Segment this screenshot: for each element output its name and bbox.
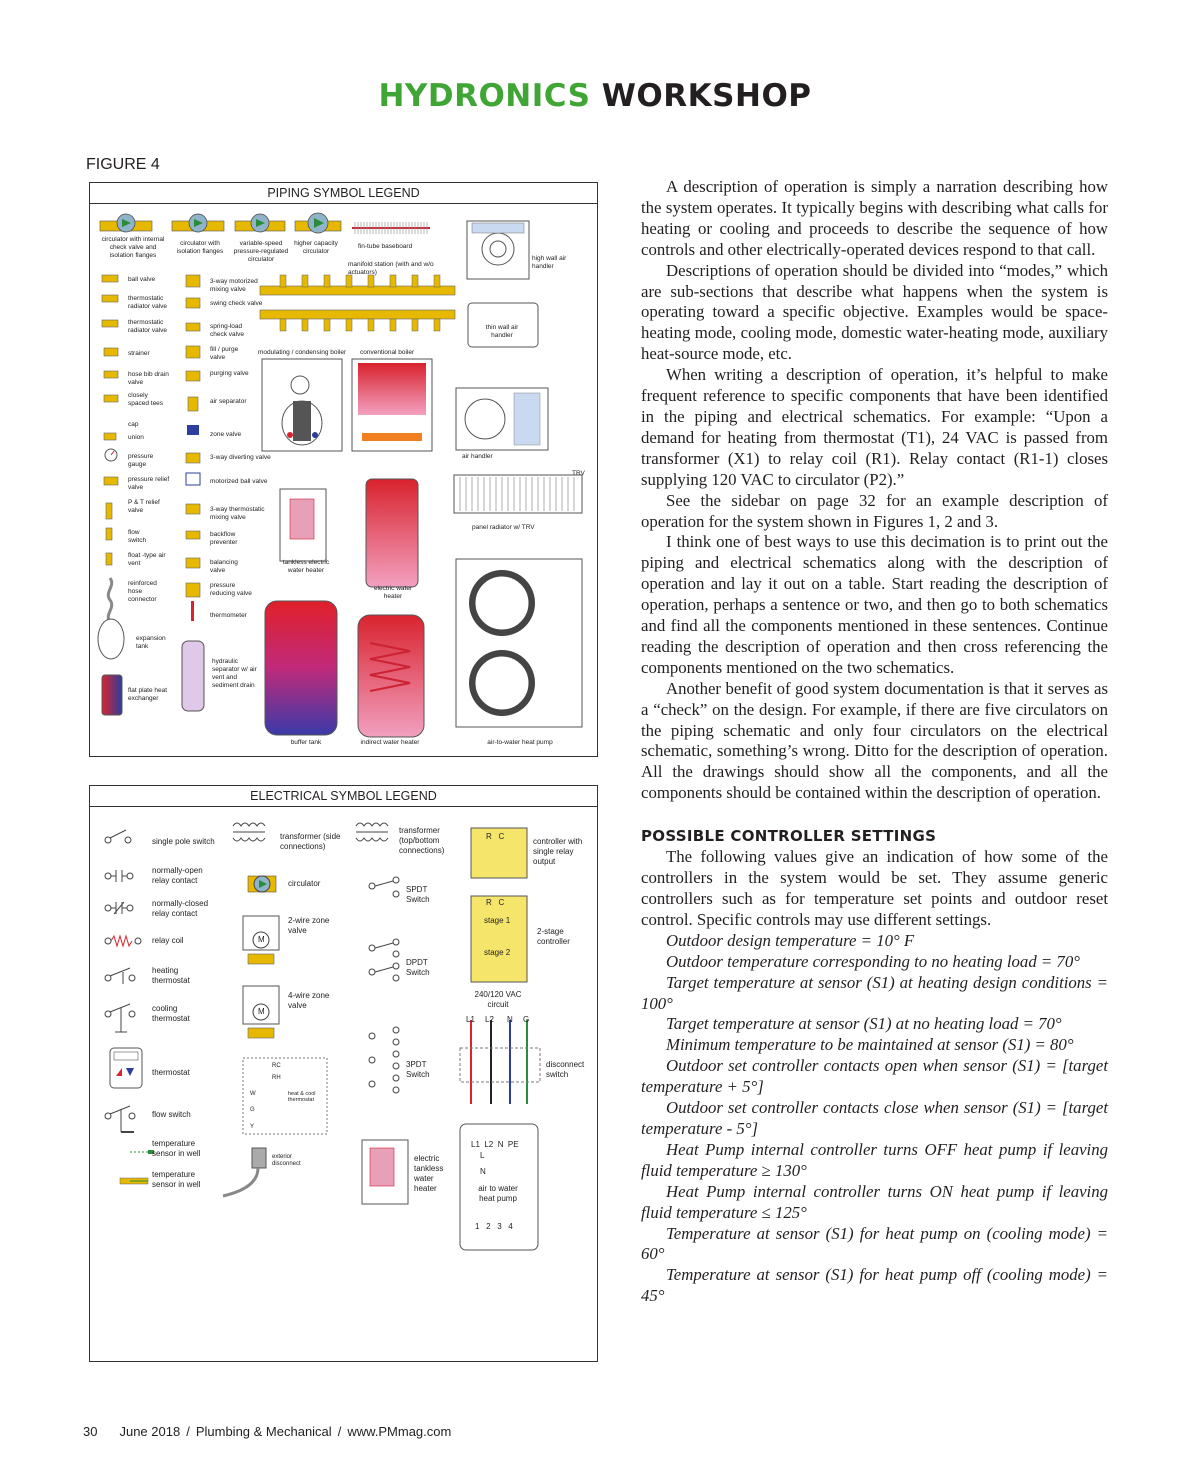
flow-switch-icon xyxy=(105,1106,135,1132)
electrical-label: DPDT Switch xyxy=(406,958,430,977)
paragraph: Another benefit of good system documentation is that it serves as a “check” on the design. For example, if there are five circulators on the piping schematic and only four circulators on the electrical schematic, something’s wrong. Ditto for the description of operation. All the drawings should show all the components, and all the components should be contained within the description of operation. xyxy=(641,678,1108,803)
electrical-label: exterior disconnect xyxy=(272,1154,301,1167)
section-header xyxy=(0,78,1190,114)
article-column xyxy=(641,177,1108,1307)
temperature-sensor-icon xyxy=(130,1150,154,1154)
motorized-ball-valve-icon xyxy=(186,473,200,485)
tstat-Y: Y xyxy=(250,1124,255,1130)
pressure-gauge-icon xyxy=(105,449,117,461)
paragraph: See the sidebar on page 32 for an example description of operation for the system shown in Figures 1, 2 and 3. xyxy=(641,490,1108,531)
electrical-label: temperature sensor in well xyxy=(152,1170,201,1189)
setting-line: Outdoor set controller contacts open when sensor (S1) = [target temperature + 5°] xyxy=(641,1056,1108,1097)
indirect-water-heater-icon xyxy=(358,615,424,737)
relay-coil-icon xyxy=(105,936,141,946)
footer-separator: / xyxy=(337,1424,342,1439)
piping-label: flow switch xyxy=(128,529,147,544)
circulator-icon xyxy=(172,214,224,232)
electrical-label: disconnect switch xyxy=(546,1060,585,1079)
piping-label: reinforced hose connector xyxy=(128,580,157,603)
normally-open-contact-icon xyxy=(105,870,133,882)
conventional-boiler-icon xyxy=(352,359,432,451)
circulator-icon xyxy=(100,214,152,232)
electrical-label: controller with single relay output xyxy=(533,837,583,866)
hp-L: L xyxy=(480,1151,485,1160)
setting-line: Target temperature at sensor (S1) at no heating load = 70° xyxy=(666,1014,1062,1034)
power-circuit-icon xyxy=(471,1020,527,1104)
thermostat-icon xyxy=(110,1048,142,1088)
high-wall-air-handler-icon xyxy=(467,221,529,279)
piping-symbol-legend xyxy=(89,182,598,757)
piping-label: fill / purge valve xyxy=(210,346,239,361)
piping-label: circulator with internal check valve and isolation flanges xyxy=(101,236,165,259)
transformer-side-icon xyxy=(233,823,265,841)
cooling-thermostat-icon xyxy=(105,1004,135,1032)
exterior-disconnect-icon xyxy=(223,1148,266,1196)
paragraph: I think one of best ways to use this decimation is to print out the piping and electrical schematics along with the description of operation and lay it out on a table. Start reading the description of operation, perhaps a sentence or two, and then go to both schematics and find all the components mentioned in these sentences. Continue reading the description of operation and then cross referencing the components mentioned on the two schematics. xyxy=(641,532,1108,677)
modulating-boiler-icon xyxy=(262,359,342,451)
air-to-water-heat-pump-icon xyxy=(456,559,582,727)
hp-top-terminals: L1 L2 N PE xyxy=(471,1140,519,1149)
setting-line: Temperature at sensor (S1) for heat pump on (cooling mode) = 60° xyxy=(641,1223,1108,1264)
stage-2-label: stage 2 xyxy=(484,948,511,957)
fin-tube-baseboard-icon xyxy=(352,222,430,234)
setting-line: Heat Pump internal controller turns OFF heat pump if leaving fluid temperature ≥ 130° xyxy=(641,1139,1108,1180)
piping-label: cap xyxy=(128,421,139,428)
electrical-label: 2-stage controller xyxy=(537,927,570,946)
reinforced-hose-icon xyxy=(108,578,111,622)
piping-label: strainer xyxy=(128,350,150,357)
piping-label: backflow preventer xyxy=(210,531,238,546)
piping-label: conventional boiler xyxy=(360,349,415,356)
circuit-G: G xyxy=(523,1015,530,1024)
piping-label: buffer tank xyxy=(290,739,322,746)
page-number: 30 xyxy=(83,1424,98,1439)
issue-date: June 2018 xyxy=(119,1424,181,1439)
circulator-icon xyxy=(248,876,276,892)
tankless-heater-icon xyxy=(280,489,326,561)
electrical-label: electric tankless water heater xyxy=(414,1154,444,1193)
electrical-label: thermostat xyxy=(152,1068,190,1077)
paragraph: Descriptions of operation should be divided into “modes,” which are sub-sections that describe what happens when the system is operating toward a specific objective. Examples would be space-heating mode, cooling mode, domestic water-heating mode, auxiliary heat-source mode, etc. xyxy=(641,260,1108,364)
piping-label: circulator with isolation flanges xyxy=(176,240,224,255)
piping-label: air handler xyxy=(462,453,493,460)
setting-line: Temperature at sensor (S1) for heat pump off (cooling mode) = 45° xyxy=(641,1265,1108,1306)
hp-bottom-terminals: 1 2 3 4 xyxy=(475,1222,513,1231)
piping-label: thin wall air handler xyxy=(485,324,519,339)
dpdt-switch-icon xyxy=(369,939,399,981)
piping-label: P & T relief valve xyxy=(128,499,160,514)
piping-label: panel radiator w/ TRV xyxy=(472,524,535,531)
piping-label: spring-load check valve xyxy=(210,323,244,338)
electrical-label: relay coil xyxy=(152,936,184,945)
piping-label: zone valve xyxy=(210,431,242,438)
piping-label: union xyxy=(128,434,144,441)
piping-label: closely spaced tees xyxy=(128,392,164,407)
piping-label: flat plate heat exchanger xyxy=(128,687,168,702)
piping-label: purging valve xyxy=(210,370,249,377)
buffer-tank-icon xyxy=(265,601,337,735)
motor-M: M xyxy=(258,935,265,944)
tstat-G: G xyxy=(250,1107,255,1113)
header-word-hydronics: HYDRONICS xyxy=(378,78,591,114)
electrical-label: normally-open relay contact xyxy=(152,866,203,885)
hydraulic-separator-icon xyxy=(182,641,204,711)
electrical-label: circulator xyxy=(288,879,321,888)
piping-label: 3-way motorized mixing valve xyxy=(210,278,258,293)
electrical-label: heat & cool thermostat xyxy=(288,1091,316,1103)
setting-line: Minimum temperature to be maintained at sensor (S1) = 80° xyxy=(666,1035,1074,1055)
piping-label: air-to-water heat pump xyxy=(487,739,553,746)
page-footer xyxy=(83,1424,457,1439)
expansion-tank-icon xyxy=(98,619,124,659)
piping-label: indirect water heater xyxy=(360,739,420,746)
paragraph: When writing a description of operation, it’s helpful to make frequent reference to specific components that have been identified in the piping and electrical schematics. For example: “Upon a demand for heating from thermostat (T1), 24 VAC is passed from transformer (X1) to relay coil (R1). Relay contact (R1-1) closes supplying 120 VAC to circulator (P2).” xyxy=(641,365,1108,489)
piping-label: swing check valve xyxy=(210,300,263,307)
piping-label: tankless electric water heater xyxy=(282,559,330,574)
piping-label: pressure gauge xyxy=(128,453,154,468)
electrical-label: 240/120 VAC circuit xyxy=(474,990,522,1009)
hp-N: N xyxy=(480,1167,486,1176)
electrical-label: 2-wire zone valve xyxy=(288,916,330,935)
controller-terminals: R C xyxy=(486,832,505,841)
circuit-L2: L2 xyxy=(485,1015,494,1024)
paragraph: A description of operation is simply a narration describing how the system operates. It typically begins with describing what calls for heating or cooling and proceeds to describe the sequence of how controls and other electrically-operated devices respond to that call. xyxy=(641,177,1108,259)
panel-radiator-icon xyxy=(454,475,582,513)
setting-line: Outdoor set controller contacts close when sensor (S1) = [target temperature - 5°] xyxy=(641,1098,1108,1138)
piping-legend-title: PIPING SYMBOL LEGEND xyxy=(90,183,597,204)
piping-label: electric water heater xyxy=(373,585,413,600)
figure-label: FIGURE 4 xyxy=(86,156,160,173)
piping-label: pressure reducing valve xyxy=(210,582,252,597)
temperature-sensor-icon xyxy=(120,1178,148,1184)
piping-label: hydraulic separator w/ air vent and sediment drain xyxy=(212,658,257,689)
circuit-L1: L1 xyxy=(466,1015,475,1024)
two-stage-controller-icon xyxy=(471,896,527,982)
piping-label: expansion tank xyxy=(136,635,166,650)
electrical-label: SPDT Switch xyxy=(406,885,430,904)
electrical-symbol-legend xyxy=(89,785,598,1362)
piping-label: variable-speed pressure-regulated circulator xyxy=(233,240,289,263)
single-pole-switch-icon xyxy=(105,830,131,843)
paragraph: The following values give an indication of how some of the controllers in the system would be set. They assume generic controllers such as for temperature set points and outdoor reset control. Specific controls may use different settings. xyxy=(641,847,1108,929)
piping-illustrations xyxy=(90,183,597,756)
air-handler-icon xyxy=(456,388,548,450)
electric-water-heater-icon xyxy=(366,479,418,587)
electrical-label: heating thermostat xyxy=(152,966,190,985)
piping-label: motorized ball valve xyxy=(210,478,268,485)
piping-label: high wall air handler xyxy=(532,255,567,270)
3pdt-switch-icon xyxy=(369,1027,399,1093)
subhead-controller-settings: POSSIBLE CONTROLLER SETTINGS xyxy=(641,827,937,846)
header-word-workshop: WORKSHOP xyxy=(601,78,812,114)
publication-url[interactable]: www.PMmag.com xyxy=(347,1424,452,1439)
controller-terminals: R C xyxy=(486,898,505,907)
electrical-label: 4-wire zone valve xyxy=(288,991,330,1010)
thermometer-icon xyxy=(191,601,194,621)
electrical-legend-title: ELECTRICAL SYMBOL LEGEND xyxy=(90,786,597,807)
stage-1-label: stage 1 xyxy=(484,916,511,925)
manifold-icon xyxy=(260,275,455,331)
electrical-label: transformer (side connections) xyxy=(280,832,341,851)
piping-label: ball valve xyxy=(128,276,156,283)
piping-label: float -type air vent xyxy=(128,552,166,567)
publication-name: Plumbing & Mechanical xyxy=(195,1424,332,1439)
flat-plate-heat-exchanger-icon xyxy=(102,675,122,715)
electrical-label: air to water heat pump xyxy=(478,1184,518,1203)
electrical-label: normally-closed relay contact xyxy=(152,899,209,918)
piping-label: balancing valve xyxy=(210,559,238,574)
setting-line: Outdoor design temperature = 10° F xyxy=(666,930,915,950)
piping-label: fin-tube baseboard xyxy=(358,243,413,250)
piping-label: modulating / condensing boiler xyxy=(258,349,347,356)
circulator-icon xyxy=(295,213,341,233)
circulator-icon xyxy=(235,214,285,232)
electrical-label: flow switch xyxy=(152,1110,191,1119)
footer-separator: / xyxy=(186,1424,190,1439)
electrical-label: single pole switch xyxy=(152,837,215,846)
circuit-N: N xyxy=(507,1015,513,1024)
spdt-switch-icon xyxy=(369,877,399,897)
electrical-label: cooling thermostat xyxy=(152,1004,190,1023)
piping-label: manifold station (with and w/o actuators) xyxy=(348,261,434,276)
tstat-RC: RC xyxy=(272,1063,281,1069)
piping-label: 3-way diverting valve xyxy=(210,454,271,461)
electrical-label: temperature sensor in well xyxy=(152,1139,201,1158)
electric-tankless-heater-icon xyxy=(362,1140,408,1204)
setting-line: Target temperature at sensor (S1) at heating design conditions = 100° xyxy=(641,972,1108,1013)
electrical-label: transformer (top/bottom connections) xyxy=(399,826,445,855)
piping-label: higher capacity circulator xyxy=(294,240,338,255)
piping-label: TRV xyxy=(572,470,585,477)
motor-M: M xyxy=(258,1007,265,1016)
piping-label: thermostatic radiator valve xyxy=(128,295,168,310)
piping-label: thermostatic radiator valve xyxy=(128,319,168,334)
setting-line: Heat Pump internal controller turns ON heat pump if leaving fluid temperature ≤ 125° xyxy=(641,1181,1108,1222)
piping-label: air separator xyxy=(210,398,247,405)
setting-line: Outdoor temperature corresponding to no heating load = 70° xyxy=(666,951,1080,971)
transformer-top-icon xyxy=(356,823,388,841)
tstat-RH: RH xyxy=(272,1075,281,1081)
piping-label: hose bib drain valve xyxy=(128,371,169,386)
heating-thermostat-icon xyxy=(105,968,135,984)
piping-label: 3-way thermostatic mixing valve xyxy=(210,506,265,521)
normally-closed-contact-icon xyxy=(105,902,133,914)
tstat-W: W xyxy=(250,1091,256,1097)
piping-label: pressure relief valve xyxy=(128,476,170,491)
electrical-label: 3PDT Switch xyxy=(406,1060,430,1079)
zone-valve-icon xyxy=(187,425,199,435)
piping-label: thermometer xyxy=(210,612,247,619)
